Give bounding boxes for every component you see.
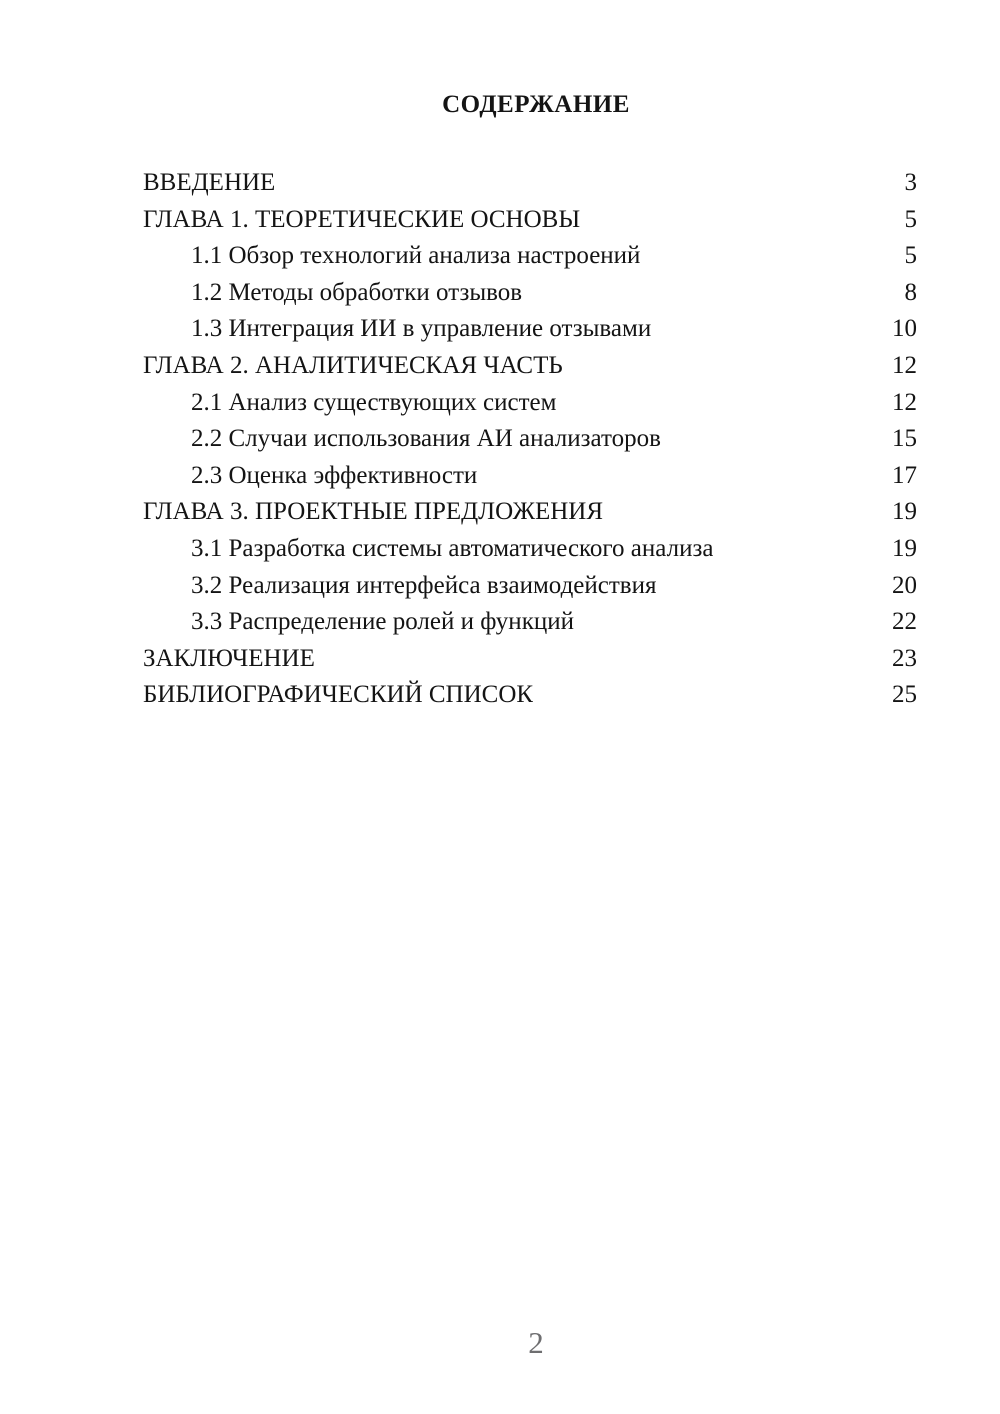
toc-entry [143, 677, 917, 714]
toc-entry [143, 311, 917, 348]
toc-entry-page-number: 25 [892, 681, 917, 709]
toc-entry-page-number: 5 [904, 242, 917, 270]
toc-entry-page-number: 5 [904, 205, 917, 233]
toc-entry-label: 2.2 Случаи использования АИ анализаторов [191, 425, 661, 453]
toc-entry-page-number: 8 [904, 278, 917, 306]
toc-entry-label: 1.1 Обзор технологий анализа настроений [191, 242, 641, 270]
table-of-contents [143, 165, 917, 714]
toc-entry-label: ЗАКЛЮЧЕНИЕ [143, 644, 315, 672]
toc-entry [143, 385, 917, 422]
toc-entry-label: ГЛАВА 2. АНАЛИТИЧЕСКАЯ ЧАСТЬ [143, 351, 563, 379]
toc-entry [143, 275, 917, 312]
toc-entry-page-number: 17 [892, 461, 917, 489]
toc-entry-label: БИБЛИОГРАФИЧЕСКИЙ СПИСОК [143, 681, 534, 709]
toc-entry [143, 348, 917, 385]
toc-entry [143, 165, 917, 202]
toc-entry-label: ГЛАВА 3. ПРОЕКТНЫЕ ПРЕДЛОЖЕНИЯ [143, 498, 604, 526]
toc-entry [143, 494, 917, 531]
page-footer [143, 1325, 929, 1361]
toc-entry-page-number: 3 [904, 169, 917, 196]
toc-entry [143, 568, 917, 605]
toc-entry-page-number: 22 [892, 608, 917, 636]
toc-entry [143, 604, 917, 641]
toc-entry-label: ВВЕДЕНИЕ [143, 169, 276, 196]
toc-entry-label: 1.2 Методы обработки отзывов [191, 278, 523, 306]
toc-entry-page-number: 10 [892, 315, 917, 343]
toc-entry [143, 458, 917, 495]
toc-entry [143, 202, 917, 239]
toc-entry-label: 2.1 Анализ существующих систем [191, 388, 557, 416]
toc-entry-page-number: 23 [892, 644, 917, 672]
toc-entry [143, 421, 917, 458]
toc-entry [143, 238, 917, 275]
toc-entry-label: 1.3 Интеграция ИИ в управление отзывами [191, 315, 652, 343]
toc-entry-label: 2.3 Оценка эффективности [191, 461, 478, 489]
toc-entry-page-number: 12 [892, 351, 917, 379]
toc-entry [143, 641, 917, 678]
toc-entry-page-number: 20 [892, 571, 917, 599]
footer-page-number: 2 [528, 1325, 544, 1360]
toc-entry-label: 3.3 Распределение ролей и функций [191, 608, 574, 636]
toc-entry [143, 531, 917, 568]
toc-entry-page-number: 19 [892, 498, 917, 526]
toc-entry-label: 3.2 Реализация интерфейса взаимодействия [191, 571, 657, 599]
toc-entry-label: 3.1 Разработка системы автоматического анализа [191, 534, 714, 562]
toc-entry-page-number: 12 [892, 388, 917, 416]
toc-entry-page-number: 19 [892, 534, 917, 562]
toc-entry-label: ГЛАВА 1. ТЕОРЕТИЧЕСКИЕ ОСНОВЫ [143, 205, 581, 233]
page-title: СОДЕРЖАНИЕ [442, 91, 630, 118]
toc-entry-page-number: 15 [892, 425, 917, 453]
